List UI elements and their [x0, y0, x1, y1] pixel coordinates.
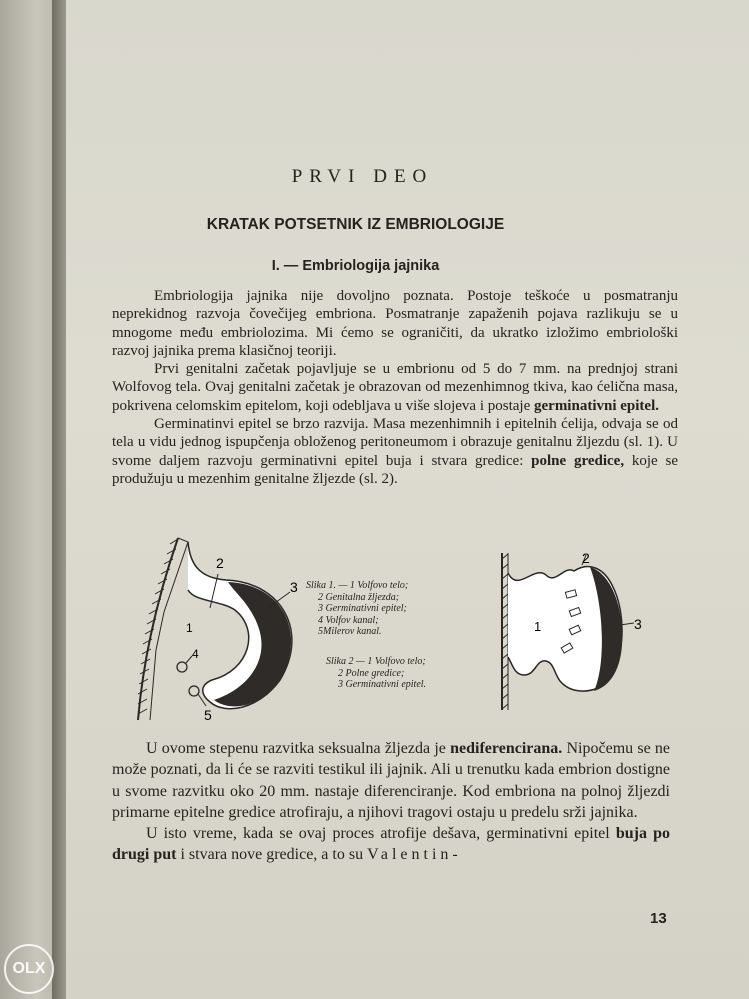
paragraph-3: [112, 415, 678, 488]
caption-2-line: 3 Germinativni epitel.: [338, 679, 427, 690]
fig1-label-2: 2: [216, 555, 224, 571]
part-title: PRVI DEO: [291, 166, 434, 187]
fig1-label-1: 1: [186, 621, 193, 635]
paragraph-2-bold: germinativni epitel.: [534, 397, 659, 414]
caption-1-line: 3 Germinativni epitel;: [318, 603, 407, 614]
paragraph-3-text: Germinatinvi epitel se brzo razvija. Masa mezenhimnih i epitelnih ćelija, odvaja se od tela u vidu jednog ispupčenja obloženog peritoneumom i obrazuje genitalnu žljezdu (sl. 1). U svome daljem razvoju germinativni epitel buja i stvara gredice:: [112, 416, 678, 469]
caption-1-line: Slika 1. — 1 Volfovo telo;: [306, 580, 409, 591]
page-number: 13: [650, 910, 667, 927]
paragraph-1-text: Embriologija jajnika nije dovoljno poznata. Postoje teškoće u posmatranju neprekidnog razvoja čovečijeg embriona. Posmatranje zapaženih pojava razlikuju se u mnogome među embriolozima. Mi ćemo se ograničiti, da ukratko izložimo embriološki razvoj jajnika prema klasičnoj teoriji.: [112, 288, 678, 359]
caption-2-line: 2 Polne gredice;: [338, 667, 405, 679]
paragraph-3-bold: polne gredice,: [531, 452, 625, 469]
fig1-label-3: 3: [290, 579, 298, 595]
figure-2-caption: [326, 656, 426, 691]
paragraph-5-spaced: Valentin-: [367, 846, 462, 864]
lower-text-block: [112, 738, 670, 866]
section-title: I. — Embriologija jajnika: [271, 258, 440, 274]
paragraph-1: [112, 287, 678, 360]
fig2-label-3: 3: [634, 616, 642, 632]
olx-watermark-logo: OLX: [4, 944, 54, 994]
figure-1-caption: [306, 580, 408, 638]
fig2-label-2: 2: [582, 550, 590, 566]
paragraph-5-bold: buja po drugi put: [112, 825, 670, 864]
figure-1-diagram: [130, 530, 300, 730]
upper-text-block: [112, 287, 678, 488]
paragraph-2: [112, 360, 678, 415]
paragraph-4-bold: nediferencirana.: [450, 740, 563, 757]
paragraph-4: [112, 738, 670, 823]
figure-2-diagram: [494, 545, 644, 715]
caption-1-line: 2 Genitalna žljezda;: [318, 591, 400, 603]
caption-2-line: Slika 2 — 1 Volfovo telo;: [326, 656, 426, 667]
fig1-label-4: 4: [192, 647, 199, 661]
book-page: [66, 0, 749, 999]
paragraph-4-text-end: Nipočemu se ne može poznati, da li će se razviti testikul ili jajnik. Ali u trenutku kada embrion dostigne u svome razvitku oko 20 mm. nastaje diferenciranje. Kod embriona na polnoj žljezdi primarne epitelne gredice atrofiraju, a njihovi tragovi ostaju u predelu srži jajnika.: [112, 740, 671, 821]
paragraph-4-text: U ovome stepenu razvitka seksualna žljezda je: [146, 740, 446, 757]
paragraph-2-text: Prvi genitalni začetak pojavljuje se u embrionu od 5 do 7 mm. na prednjoj strani Wolfovog tela. Ovaj genitalni začetak je obrazovan od mezenhimnog tkiva, kao ćelična masa, pokrivena celomskim epitelom, koji odebljava u više slojeva i postaje: [112, 361, 678, 414]
paragraph-5: [112, 823, 670, 866]
caption-1-line: 5Milerov kanal.: [318, 626, 382, 637]
paragraph-3-text-end: koje se produžuju u mezenhim genitalne žljezde (sl. 2).: [112, 452, 678, 487]
fig1-label-5: 5: [204, 707, 212, 723]
chapter-title: KRATAK POTSETNIK IZ EMBRIOLOGIJE: [206, 216, 505, 233]
paragraph-5-text-end: i stvara nove gredice, a to su: [180, 846, 364, 864]
paragraph-5-text: U isto vreme, kada se ovaj proces atrofije dešava, germinativni epitel: [146, 825, 610, 843]
caption-1-line: 4 Volfov kanal;: [318, 614, 379, 626]
fig2-label-1: 1: [534, 619, 542, 634]
